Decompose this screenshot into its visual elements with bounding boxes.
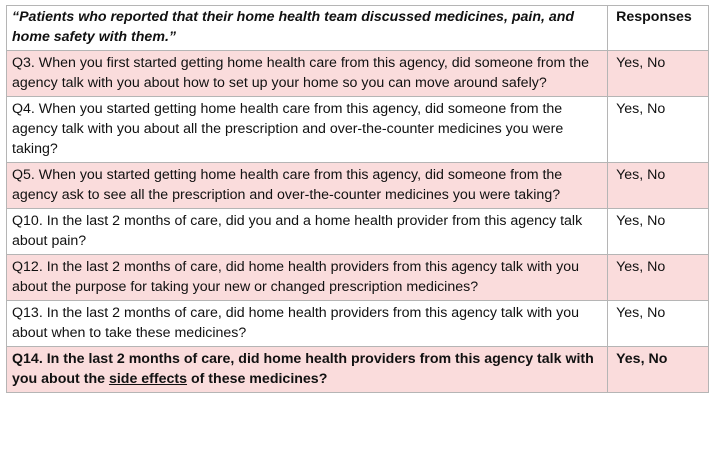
survey-questions-table [6,5,709,393]
responses-cell: Yes, No [608,97,709,163]
table-row-q4 [7,97,709,163]
responses-cell: Yes, No [608,255,709,301]
question-underlined-text: side effects [108,371,188,387]
responses-cell: Yes, No [608,209,709,255]
table-row-q3 [7,51,709,97]
table-row-q14 [7,347,709,393]
responses-cell: Yes, No [608,301,709,347]
table-row-q5 [7,163,709,209]
question-cell: Q10. In the last 2 months of care, did you and a home health provider from this agency talk about pain? [7,209,608,255]
responses-cell: Yes, No [608,51,709,97]
header-question-cell: “Patients who reported that their home health team discussed medicines, pain, and home safety with them.” [7,6,608,51]
question-cell: Q12. In the last 2 months of care, did home health providers from this agency talk with you about the purpose for taking your new or changed prescription medicines? [7,255,608,301]
table-row-q12 [7,255,709,301]
question-cell [7,347,608,393]
header-responses-cell: Responses [608,6,709,51]
responses-cell: Yes, No [608,347,709,393]
question-text-after: of these medicines? [187,371,328,387]
question-cell: Q3. When you first started getting home health care from this agency, did someone from the agency talk with you about how to set up your home so you can move around safely? [7,51,608,97]
survey-table-container [6,5,709,393]
responses-cell: Yes, No [608,163,709,209]
table-row-q10 [7,209,709,255]
question-cell: Q4. When you started getting home health care from this agency, did someone from the agency talk with you about all the prescription and over-the-counter medicines you were taking? [7,97,608,163]
table-row-q13 [7,301,709,347]
question-text-before: Q14. In the last 2 months of care, did home health providers from this agency talk with you about the [12,351,594,387]
question-cell: Q5. When you started getting home health care from this agency, did someone from the agency ask to see all the prescription and over-the-counter medicines you were taking? [7,163,608,209]
table-header-row [7,6,709,51]
question-cell: Q13. In the last 2 months of care, did home health providers from this agency talk with you about when to take these medicines? [7,301,608,347]
